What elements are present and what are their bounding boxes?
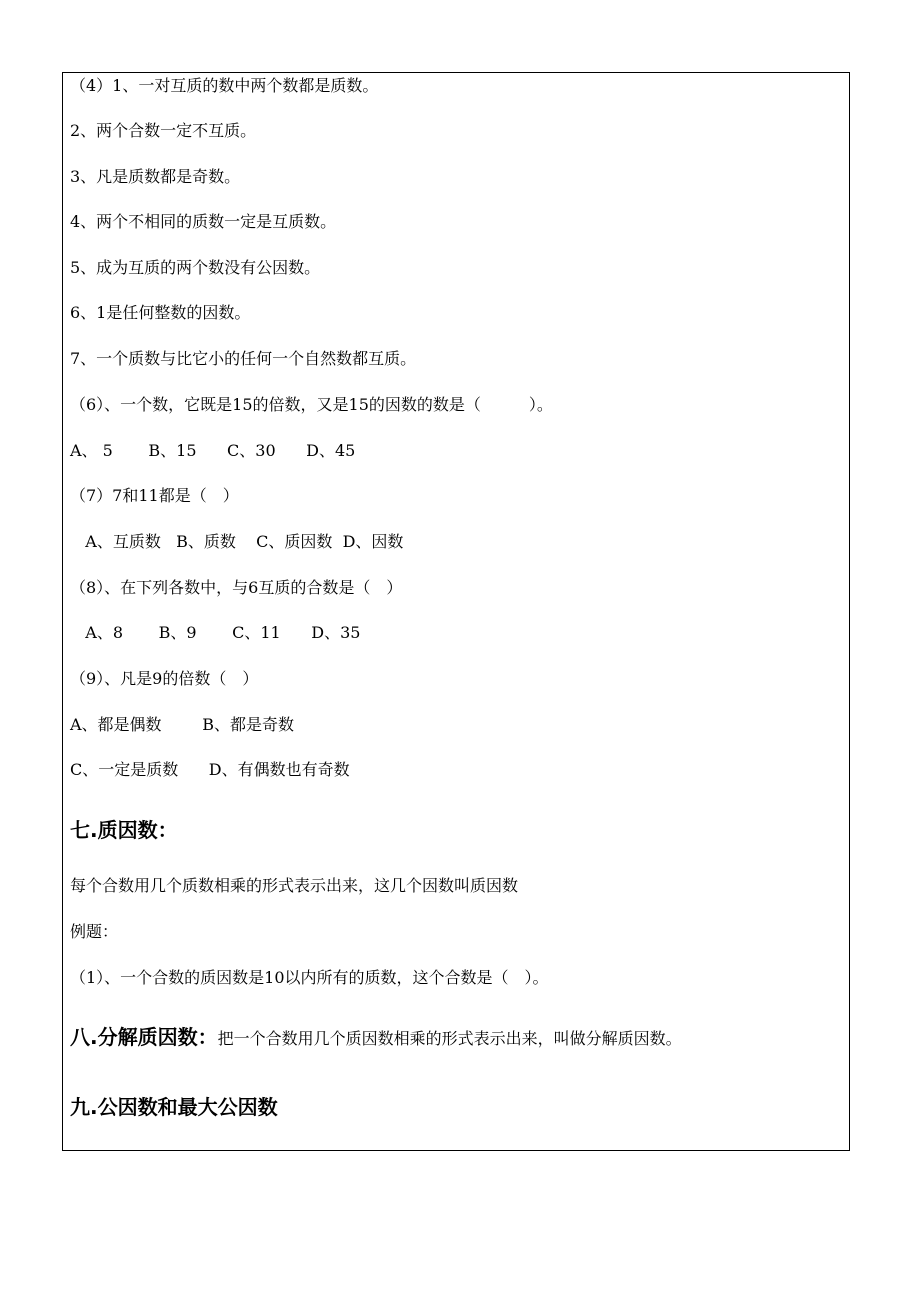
section-8-heading: 八.分解质因数：: [70, 1025, 218, 1049]
section-8-text: 把一个合数用几个质因数相乘的形式表示出来，叫做分解质因数。: [217, 1029, 682, 1048]
section-7-definition: 每个合数用几个质数相乘的形式表示出来，这几个因数叫质因数: [70, 876, 519, 895]
question-7-options: A、互质数 B、质数 C、质因数 D、因数: [70, 532, 404, 551]
section-7-heading: 七.质因数：: [70, 818, 178, 842]
question-4-statement-3: 3、凡是质数都是奇数。: [70, 167, 241, 186]
section-7-example-question: （1）、一个合数的质因数是10以内所有的质数，这个合数是（ ）。: [70, 968, 549, 987]
question-4-statement-5: 5、成为互质的两个数没有公因数。: [70, 258, 321, 277]
section-7-example-label: 例题：: [70, 922, 119, 941]
question-4-statement-4: 4、两个不相同的质数一定是互质数。: [70, 212, 337, 231]
question-4-statement-1: （4）1、一对互质的数中两个数都是质数。: [70, 76, 379, 95]
question-9-options-row-1: A、都是偶数 B、都是奇数: [70, 715, 295, 734]
question-6-options: A、 5 B、15 C、30 D、45: [70, 441, 356, 460]
question-9-options-row-2: C、一定是质数 D、有偶数也有奇数: [70, 760, 350, 779]
question-7-prompt: （7）7和11都是（ ）: [70, 486, 239, 505]
question-6-prompt: （6）、一个数，它既是15的倍数，又是15的因数的数是（ ）。: [70, 395, 553, 414]
question-8-prompt: （8）、在下列各数中，与6互质的合数是（ ）: [70, 578, 403, 597]
section-9-heading: 九.公因数和最大公因数: [70, 1095, 278, 1119]
question-8-options: A、8 B、9 C、11 D、35: [70, 623, 361, 642]
question-9-prompt: （9）、凡是9的倍数（ ）: [70, 669, 259, 688]
content-frame: [62, 72, 850, 1151]
question-4-statement-2: 2、两个合数一定不互质。: [70, 121, 257, 140]
section-8-row: [70, 1025, 682, 1051]
question-4-statement-6: 6、1是任何整数的因数。: [70, 303, 251, 322]
question-4-statement-7: 7、一个质数与比它小的任何一个自然数都互质。: [70, 349, 417, 368]
